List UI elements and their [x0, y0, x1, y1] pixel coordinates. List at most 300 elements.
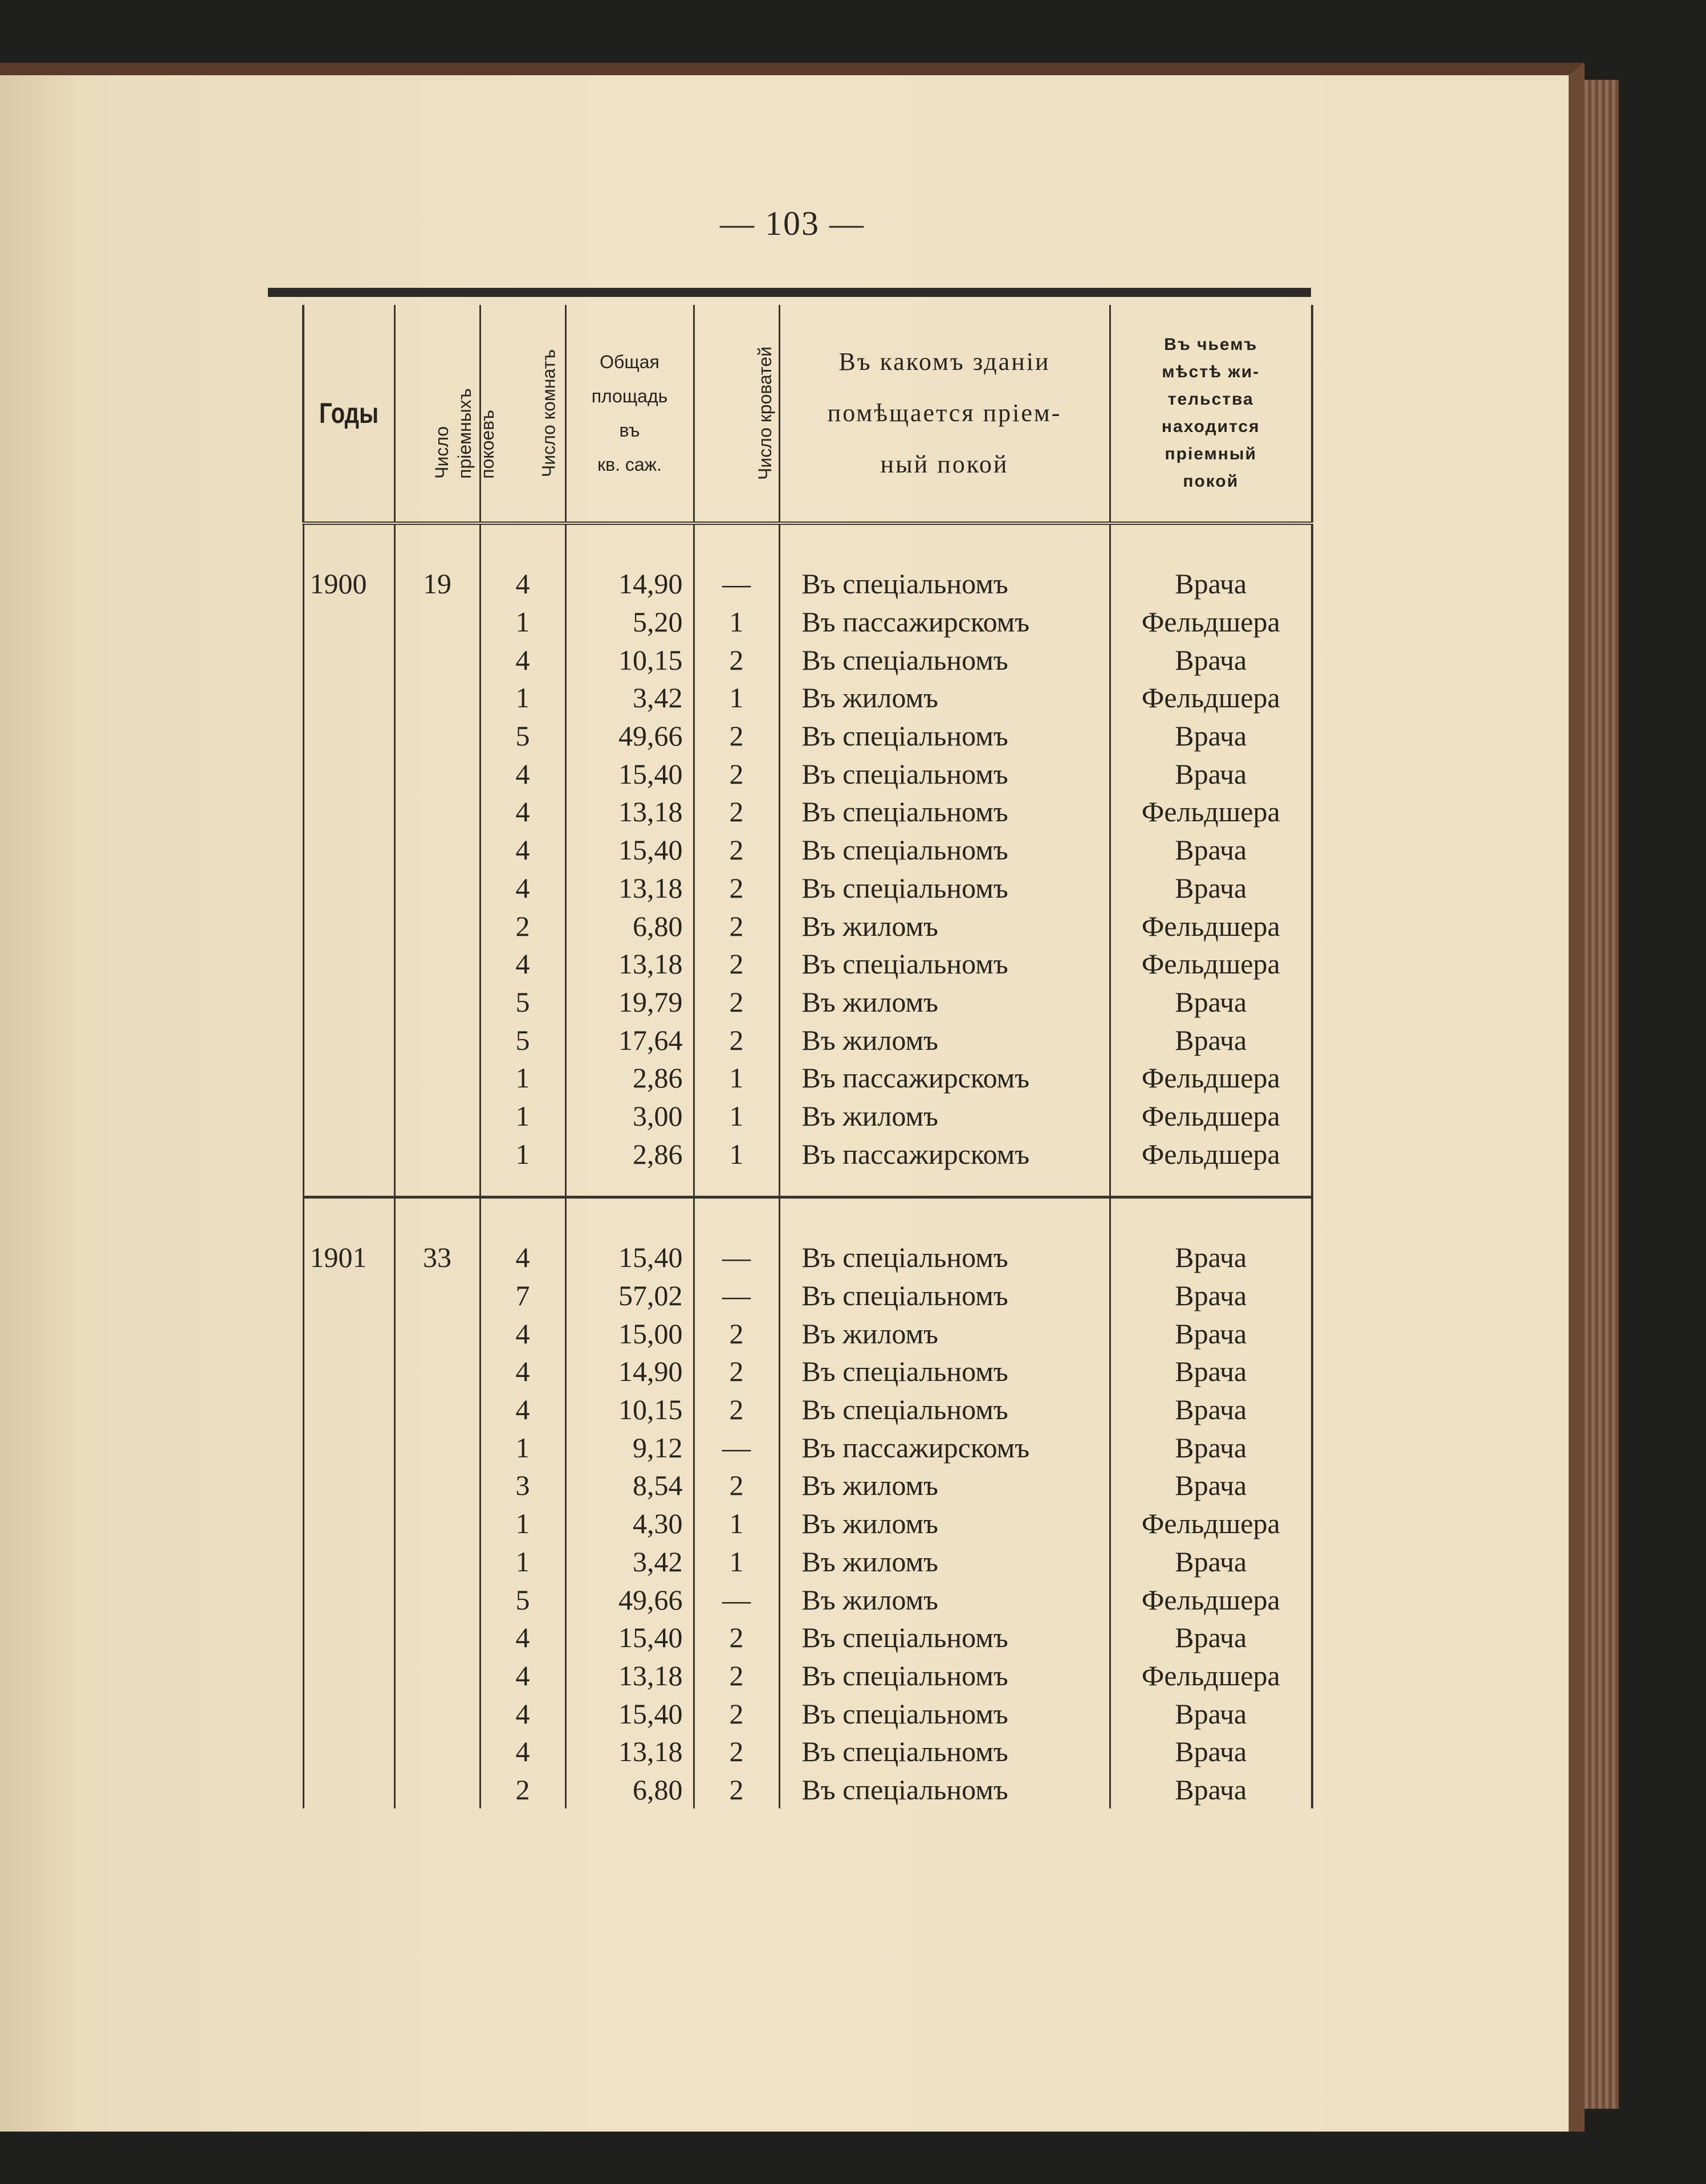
place-cell: Фельдшера — [1110, 1097, 1312, 1135]
header-receiving-rooms — [394, 305, 498, 523]
spacer-cell — [565, 1197, 694, 1239]
place-cell: Врача — [1110, 641, 1312, 679]
spacer-cell — [1110, 1197, 1312, 1239]
header-rooms-label: Число комнатъ — [538, 349, 559, 478]
place-cell: Врача — [1110, 565, 1312, 603]
beds-cell: 2 — [694, 1391, 779, 1429]
rooms-cell: 4 — [480, 831, 565, 869]
count-cell — [394, 603, 480, 641]
count-cell — [394, 1059, 480, 1097]
count-cell: 19 — [394, 565, 480, 603]
spacer-cell — [694, 523, 779, 565]
building-cell: Въ спеціальномъ — [779, 831, 1110, 869]
count-cell — [394, 945, 480, 983]
place-cell: Врача — [1110, 1619, 1312, 1657]
header-place-line-1: Въ чьемъ — [1164, 335, 1258, 354]
table-row — [303, 1657, 1312, 1695]
place-cell: Фельдшера — [1110, 793, 1312, 831]
place-cell: Врача — [1110, 1733, 1312, 1771]
spacer-cell — [394, 1197, 480, 1239]
rooms-cell: 4 — [480, 641, 565, 679]
spacer-cell — [394, 523, 480, 565]
rooms-cell: 4 — [480, 1238, 565, 1277]
year-cell — [303, 1657, 394, 1695]
beds-cell: 2 — [694, 1657, 779, 1695]
building-cell: Въ спеціальномъ — [779, 1694, 1110, 1733]
beds-cell: 2 — [694, 1314, 779, 1352]
year-cell — [303, 1391, 394, 1429]
building-cell: Въ пассажирскомъ — [779, 603, 1110, 641]
building-cell: Въ жиломъ — [779, 1466, 1110, 1505]
year-cell — [303, 641, 394, 679]
header-beds-label: Число кроватей — [754, 346, 775, 480]
spacer-cell — [565, 1173, 694, 1197]
place-cell: Врача — [1110, 831, 1312, 869]
place-cell: Врача — [1110, 1352, 1312, 1391]
count-cell — [394, 1135, 480, 1173]
count-cell — [394, 1505, 480, 1543]
beds-cell: 2 — [694, 1021, 779, 1059]
beds-cell: 2 — [694, 641, 779, 679]
year-cell — [303, 1771, 394, 1809]
table-row — [303, 1059, 1312, 1097]
table-row — [303, 831, 1312, 869]
header-area-line-1: Общая — [600, 352, 659, 372]
area-cell: 14,90 — [565, 565, 694, 603]
beds-cell: 1 — [694, 1505, 779, 1543]
header-place-line-3: тельства — [1167, 390, 1254, 409]
count-cell — [394, 641, 480, 679]
spacer-cell — [565, 523, 694, 565]
year-cell — [303, 983, 394, 1021]
area-cell: 15,40 — [565, 1238, 694, 1277]
place-cell: Врача — [1110, 1238, 1312, 1277]
year-cell — [303, 1733, 394, 1771]
spacer-cell — [1110, 1173, 1312, 1197]
beds-cell: 2 — [694, 1619, 779, 1657]
count-cell — [394, 831, 480, 869]
building-cell: Въ жиломъ — [779, 1580, 1110, 1619]
area-cell: 3,00 — [565, 1097, 694, 1135]
table-row — [303, 1428, 1312, 1466]
year-cell — [303, 1021, 394, 1059]
beds-cell: 2 — [694, 717, 779, 755]
table-row — [303, 1135, 1312, 1173]
table-row — [303, 793, 1312, 831]
rooms-cell: 4 — [480, 1314, 565, 1352]
rooms-cell: 5 — [480, 717, 565, 755]
table-body — [303, 523, 1312, 1808]
year-cell — [303, 1097, 394, 1135]
area-cell: 57,02 — [565, 1277, 694, 1315]
spacer-cell — [694, 1197, 779, 1239]
table-row — [303, 1619, 1312, 1657]
area-cell: 14,90 — [565, 1352, 694, 1391]
page-edges — [1585, 80, 1619, 2109]
area-cell: 5,20 — [565, 603, 694, 641]
building-cell: Въ жиломъ — [779, 1021, 1110, 1059]
count-cell — [394, 907, 480, 945]
rooms-cell: 4 — [480, 1657, 565, 1695]
spacer-cell — [694, 1173, 779, 1197]
year-cell — [303, 831, 394, 869]
count-cell — [394, 1391, 480, 1429]
year-cell — [303, 1619, 394, 1657]
beds-cell: 1 — [694, 1135, 779, 1173]
beds-cell: — — [694, 1277, 779, 1315]
header-place-line-2: мѣстѣ жи- — [1162, 362, 1260, 381]
building-cell: Въ спеціальномъ — [779, 755, 1110, 793]
rooms-cell: 4 — [480, 1352, 565, 1391]
table-row — [303, 1097, 1312, 1135]
building-cell: Въ спеціальномъ — [779, 869, 1110, 907]
year-cell: 1901 — [303, 1238, 394, 1277]
count-cell — [394, 1694, 480, 1733]
beds-cell: 2 — [694, 793, 779, 831]
building-cell: Въ пассажирскомъ — [779, 1059, 1110, 1097]
spacer-cell — [1110, 523, 1312, 565]
count-cell — [394, 1466, 480, 1505]
beds-cell: 1 — [694, 1097, 779, 1135]
header-years-label: Годы — [319, 397, 379, 429]
spacer-cell — [779, 1173, 1110, 1197]
count-cell — [394, 983, 480, 1021]
count-cell — [394, 1021, 480, 1059]
beds-cell: 2 — [694, 1733, 779, 1771]
place-cell: Врача — [1110, 1391, 1312, 1429]
building-cell: Въ жиломъ — [779, 983, 1110, 1021]
beds-cell: 1 — [694, 603, 779, 641]
table-row — [303, 1466, 1312, 1505]
area-cell: 13,18 — [565, 945, 694, 983]
place-cell: Фельдшера — [1110, 907, 1312, 945]
place-cell: Врача — [1110, 1277, 1312, 1315]
building-cell: Въ спеціальномъ — [779, 1352, 1110, 1391]
header-building-line-3: ный покой — [880, 450, 1009, 478]
spacer-row — [303, 523, 1312, 565]
header-area-line-4: кв. саж. — [597, 454, 662, 475]
rooms-cell: 5 — [480, 1021, 565, 1059]
count-cell: 33 — [394, 1238, 480, 1277]
beds-cell: 2 — [694, 755, 779, 793]
spacer-cell — [779, 523, 1110, 565]
table-row — [303, 1238, 1312, 1277]
area-cell: 6,80 — [565, 1771, 694, 1809]
area-cell: 13,18 — [565, 1733, 694, 1771]
building-cell: Въ жиломъ — [779, 1097, 1110, 1135]
year-cell — [303, 945, 394, 983]
place-cell: Фельдшера — [1110, 1505, 1312, 1543]
table-row — [303, 1352, 1312, 1391]
header-place-line-5: пріемный — [1165, 445, 1257, 463]
count-cell — [394, 1352, 480, 1391]
rooms-cell: 1 — [480, 1428, 565, 1466]
spacer-row — [303, 1197, 1312, 1239]
header-area — [565, 305, 694, 523]
building-cell: Въ спеціальномъ — [779, 1277, 1110, 1315]
table-row — [303, 1771, 1312, 1809]
area-cell: 2,86 — [565, 1059, 694, 1097]
rooms-cell: 5 — [480, 1580, 565, 1619]
spacer-cell — [303, 523, 394, 565]
header-place-line-6: покой — [1183, 472, 1239, 491]
building-cell: Въ пассажирскомъ — [779, 1135, 1110, 1173]
building-cell: Въ жиломъ — [779, 1314, 1110, 1352]
beds-cell: 1 — [694, 1059, 779, 1097]
rooms-cell: 4 — [480, 1733, 565, 1771]
rooms-cell: 1 — [480, 1135, 565, 1173]
table-row — [303, 1505, 1312, 1543]
count-cell — [394, 1277, 480, 1315]
page-number: — 103 — — [720, 205, 865, 242]
beds-cell: 2 — [694, 1352, 779, 1391]
year-cell — [303, 1580, 394, 1619]
year-cell — [303, 603, 394, 641]
year-cell — [303, 1314, 394, 1352]
building-cell: Въ пассажирскомъ — [779, 1428, 1110, 1466]
building-cell: Въ спеціальномъ — [779, 1771, 1110, 1809]
area-cell: 15,40 — [565, 1619, 694, 1657]
place-cell: Фельдшера — [1110, 945, 1312, 983]
rooms-cell: 1 — [480, 603, 565, 641]
place-cell: Фельдшера — [1110, 1135, 1312, 1173]
beds-cell: 2 — [694, 983, 779, 1021]
area-cell: 10,15 — [565, 1391, 694, 1429]
area-cell: 15,40 — [565, 831, 694, 869]
rooms-cell: 7 — [480, 1277, 565, 1315]
area-cell: 2,86 — [565, 1135, 694, 1173]
year-cell — [303, 907, 394, 945]
beds-cell: — — [694, 1238, 779, 1277]
receiving-rooms-table — [302, 305, 1313, 1808]
rooms-cell: 4 — [480, 1619, 565, 1657]
beds-cell: 2 — [694, 1771, 779, 1809]
area-cell: 15,40 — [565, 755, 694, 793]
table-row — [303, 565, 1312, 603]
header-place-line-4: находится — [1161, 417, 1260, 436]
table-row — [303, 1021, 1312, 1059]
place-cell: Врача — [1110, 1021, 1312, 1059]
building-cell: Въ спеціальномъ — [779, 565, 1110, 603]
building-cell: Въ спеціальномъ — [779, 945, 1110, 983]
place-cell: Врача — [1110, 755, 1312, 793]
count-cell — [394, 1619, 480, 1657]
year-cell — [303, 1277, 394, 1315]
building-cell: Въ спеціальномъ — [779, 793, 1110, 831]
area-cell: 19,79 — [565, 983, 694, 1021]
building-cell: Въ спеціальномъ — [779, 641, 1110, 679]
count-cell — [394, 1657, 480, 1695]
count-cell — [394, 679, 480, 717]
place-cell: Фельдшера — [1110, 679, 1312, 717]
count-cell — [394, 869, 480, 907]
place-cell: Врача — [1110, 1543, 1312, 1581]
table-row — [303, 1314, 1312, 1352]
place-cell: Врача — [1110, 1694, 1312, 1733]
building-cell: Въ спеціальномъ — [779, 1733, 1110, 1771]
beds-cell: 2 — [694, 1466, 779, 1505]
table-row — [303, 1733, 1312, 1771]
table-row — [303, 1391, 1312, 1429]
year-cell: 1900 — [303, 565, 394, 603]
place-cell: Врача — [1110, 1466, 1312, 1505]
rooms-cell: 3 — [480, 1466, 565, 1505]
beds-cell: — — [694, 1428, 779, 1466]
spacer-cell — [303, 1173, 394, 1197]
rooms-cell: 2 — [480, 1771, 565, 1809]
area-cell: 17,64 — [565, 1021, 694, 1059]
table-row — [303, 641, 1312, 679]
rooms-cell: 5 — [480, 983, 565, 1021]
area-cell: 13,18 — [565, 869, 694, 907]
year-cell — [303, 1428, 394, 1466]
header-row — [303, 305, 1312, 523]
area-cell: 3,42 — [565, 1543, 694, 1581]
rooms-cell: 4 — [480, 793, 565, 831]
place-cell: Фельдшера — [1110, 603, 1312, 641]
spacer-cell — [779, 1197, 1110, 1239]
spacer-cell — [303, 1197, 394, 1239]
rooms-cell: 4 — [480, 945, 565, 983]
area-cell: 15,40 — [565, 1694, 694, 1733]
count-cell — [394, 1543, 480, 1581]
table-row — [303, 907, 1312, 945]
count-cell — [394, 1428, 480, 1466]
table-row — [303, 717, 1312, 755]
rooms-cell: 1 — [480, 1505, 565, 1543]
top-rule — [268, 288, 1311, 297]
rooms-cell: 4 — [480, 565, 565, 603]
table-row — [303, 1277, 1312, 1315]
header-beds — [694, 305, 779, 523]
table-row — [303, 945, 1312, 983]
rooms-cell: 4 — [480, 869, 565, 907]
header-area-line-2: площадь — [591, 386, 668, 406]
area-cell: 8,54 — [565, 1466, 694, 1505]
place-cell: Врача — [1110, 983, 1312, 1021]
header-building — [779, 305, 1110, 523]
header-building-line-1: Въ какомъ зданіи — [838, 348, 1051, 376]
rooms-cell: 2 — [480, 907, 565, 945]
area-cell: 49,66 — [565, 1580, 694, 1619]
place-cell: Врача — [1110, 1314, 1312, 1352]
rooms-cell: 4 — [480, 1391, 565, 1429]
header-area-line-3: въ — [619, 420, 640, 441]
building-cell: Въ жиломъ — [779, 679, 1110, 717]
header-place — [1110, 305, 1312, 523]
beds-cell: 2 — [694, 1694, 779, 1733]
place-cell: Фельдшера — [1110, 1580, 1312, 1619]
beds-cell: — — [694, 565, 779, 603]
table-row — [303, 1694, 1312, 1733]
rooms-cell: 1 — [480, 679, 565, 717]
area-cell: 10,15 — [565, 641, 694, 679]
building-cell: Въ спеціальномъ — [779, 717, 1110, 755]
year-cell — [303, 1466, 394, 1505]
table-row — [303, 1543, 1312, 1581]
area-cell: 13,18 — [565, 793, 694, 831]
beds-cell: — — [694, 1580, 779, 1619]
building-cell: Въ жиломъ — [779, 1543, 1110, 1581]
table-row — [303, 603, 1312, 641]
year-cell — [303, 679, 394, 717]
spacer-cell — [480, 1173, 565, 1197]
table-row — [303, 869, 1312, 907]
header-receiving-rooms-label: Число пріемныхъ покоевъ — [431, 388, 498, 479]
year-cell — [303, 1694, 394, 1733]
year-cell — [303, 869, 394, 907]
count-cell — [394, 755, 480, 793]
beds-cell: 1 — [694, 1543, 779, 1581]
area-cell: 6,80 — [565, 907, 694, 945]
building-cell: Въ спеціальномъ — [779, 1619, 1110, 1657]
rooms-cell: 4 — [480, 755, 565, 793]
count-cell — [394, 1771, 480, 1809]
count-cell — [394, 1097, 480, 1135]
building-cell: Въ спеціальномъ — [779, 1657, 1110, 1695]
place-cell: Врача — [1110, 1428, 1312, 1466]
count-cell — [394, 1580, 480, 1619]
spacer-cell — [480, 1197, 565, 1239]
building-cell: Въ спеціальномъ — [779, 1238, 1110, 1277]
spacer-cell — [394, 1173, 480, 1197]
place-cell: Врача — [1110, 869, 1312, 907]
area-cell: 3,42 — [565, 679, 694, 717]
beds-cell: 2 — [694, 945, 779, 983]
spacer-cell — [480, 523, 565, 565]
place-cell: Фельдшера — [1110, 1059, 1312, 1097]
count-cell — [394, 793, 480, 831]
area-cell: 9,12 — [565, 1428, 694, 1466]
year-cell — [303, 1352, 394, 1391]
area-cell: 49,66 — [565, 717, 694, 755]
building-cell: Въ спеціальномъ — [779, 1391, 1110, 1429]
table-row — [303, 1580, 1312, 1619]
count-cell — [394, 717, 480, 755]
area-cell: 13,18 — [565, 1657, 694, 1695]
rooms-cell: 1 — [480, 1543, 565, 1581]
beds-cell: 2 — [694, 907, 779, 945]
year-cell — [303, 793, 394, 831]
header-building-line-2: помѣщается пріем- — [827, 399, 1062, 427]
header-years — [303, 305, 394, 523]
place-cell: Фельдшера — [1110, 1657, 1312, 1695]
beds-cell: 2 — [694, 869, 779, 907]
count-cell — [394, 1733, 480, 1771]
year-cell — [303, 1135, 394, 1173]
year-cell — [303, 755, 394, 793]
group-separator-row — [303, 1173, 1312, 1197]
area-cell: 15,00 — [565, 1314, 694, 1352]
place-cell: Врача — [1110, 1771, 1312, 1809]
count-cell — [394, 1314, 480, 1352]
beds-cell: 1 — [694, 679, 779, 717]
area-cell: 4,30 — [565, 1505, 694, 1543]
building-cell: Въ жиломъ — [779, 907, 1110, 945]
building-cell: Въ жиломъ — [779, 1505, 1110, 1543]
year-cell — [303, 1059, 394, 1097]
rooms-cell: 1 — [480, 1059, 565, 1097]
table-row — [303, 679, 1312, 717]
year-cell — [303, 1543, 394, 1581]
table-row — [303, 755, 1312, 793]
year-cell — [303, 717, 394, 755]
rooms-cell: 4 — [480, 1694, 565, 1733]
beds-cell: 2 — [694, 831, 779, 869]
rooms-cell: 1 — [480, 1097, 565, 1135]
year-cell — [303, 1505, 394, 1543]
table-row — [303, 983, 1312, 1021]
